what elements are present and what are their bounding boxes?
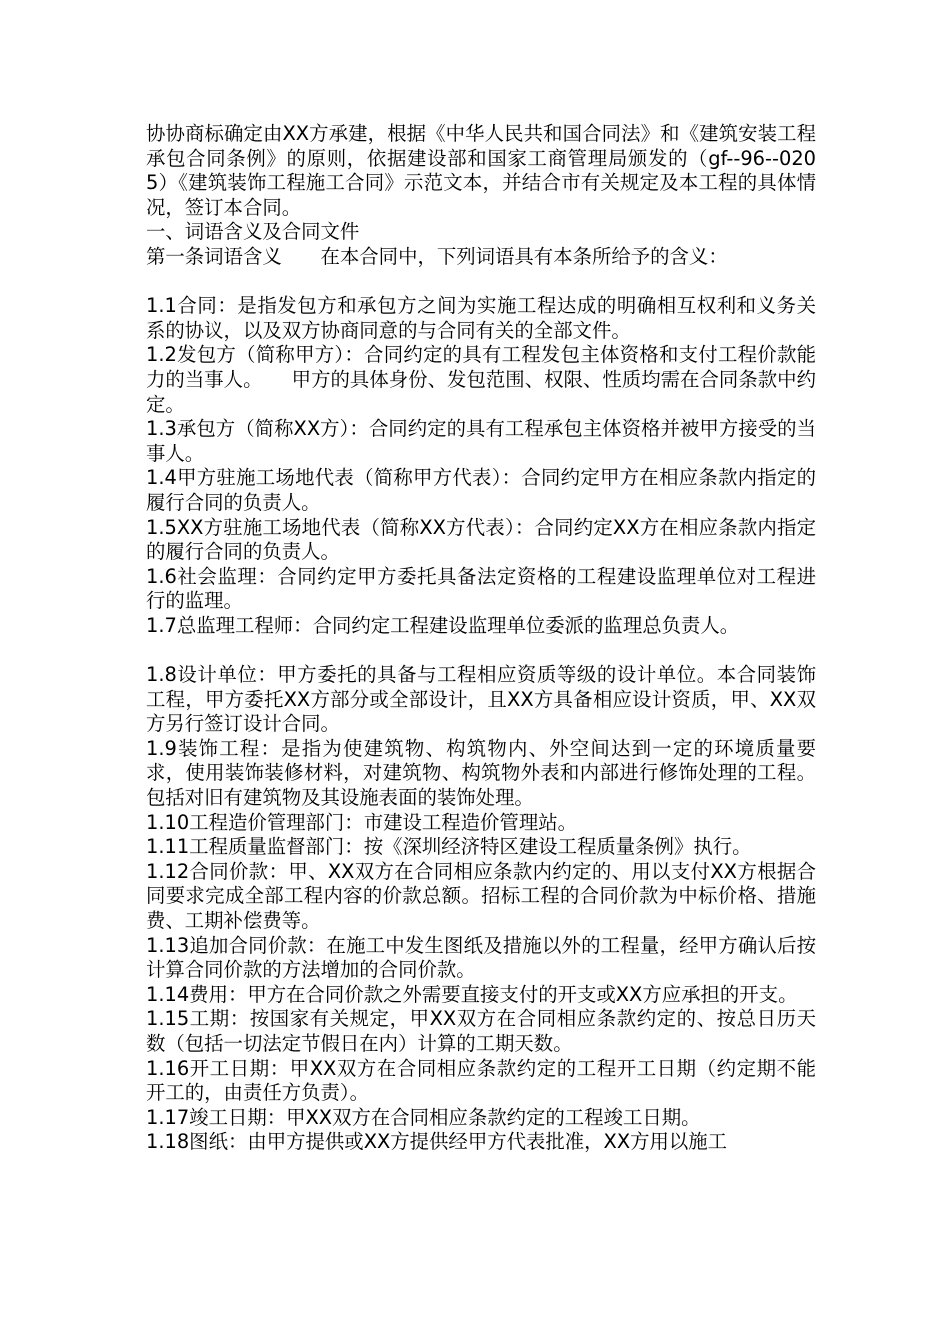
paragraph: 1.1合同：是指发包方和承包方之间为实施工程达成的明确相互权利和义务关系的协议，以及双方协商同意的与合同有关的全部文件。 <box>146 294 816 342</box>
blank-line <box>146 638 816 663</box>
paragraph: 一、词语含义及合同文件 <box>146 220 360 244</box>
paragraph: 1.11工程质量监督部门：按《深圳经济特区建设工程质量条例》执行。 <box>146 835 752 859</box>
paragraph: 1.14费用：甲方在合同价款之外需要直接支付的开支或XX方应承担的开支。 <box>146 982 798 1006</box>
paragraph: 1.8设计单位：甲方委托的具备与工程相应资质等级的设计单位。本合同装饰工程，甲方委托XX方部分或全部设计，且XX方具备相应设计资质，甲、XX双方另行签订设计合同。 <box>146 663 816 736</box>
paragraph: 1.6社会监理：合同约定甲方委托具备法定资格的工程建设监理单位对工程进行的监理。 <box>146 564 816 613</box>
paragraph: 1.4甲方驻施工场地代表（简称甲方代表）：合同约定甲方在相应条款内指定的履行合同的负责人。 <box>146 466 816 514</box>
paragraph: 1.2发包方（简称甲方）：合同约定的具有工程发包主体资格和支付工程价款能力的当事人。 甲方的具体身份、发包范围、权限、性质均需在合同条款中约定。 <box>146 343 816 416</box>
paragraph: 1.7总监理工程师：合同约定工程建设监理单位委派的监理总负责人。 <box>146 613 740 637</box>
paragraph: 1.13追加合同价款：在施工中发生图纸及措施以外的工程量，经甲方确认后按计算合同价款的方法增加的合同价款。 <box>146 933 816 982</box>
blank-line <box>146 270 816 295</box>
paragraph: 1.17竣工日期：甲XX双方在合同相应条款约定的工程竣工日期。 <box>146 1105 701 1129</box>
paragraph: 1.18图纸：由甲方提供或XX方提供经甲方代表批准，XX方用以施工 <box>146 1130 728 1154</box>
paragraph: 1.5XX方驻施工场地代表（简称XX方代表）：合同约定XX方在相应条款内指定的履行合同的负责人。 <box>146 515 816 564</box>
paragraph: 1.12合同价款：甲、XX双方在合同相应条款内约定的、用以支付XX方根据合同要求完成全部工程内容的价款总额。招标工程的合同价款为中标价格、措施费、工期补偿费等。 <box>146 859 816 932</box>
section-heading: 第一条词语含义 在本合同中，下列词语具有本条所给予的含义： <box>146 244 728 268</box>
paragraph: 协协商标确定由XX方承建，根据《中华人民共和国合同法》和《建筑安装工程承包合同条例》的原则，依据建设部和国家工商管理局颁发的（gf--96--0205）《建筑装饰工程施工合同》示范文本，并结合市有关规定及本工程的具体情况，签订本合同。 <box>146 122 816 219</box>
paragraph: 1.10工程造价管理部门：市建设工程造价管理站。 <box>146 810 577 834</box>
paragraph: 1.15工期：按国家有关规定，甲XX双方在合同相应条款约定的、按总日历天数（包括一切法定节假日在内）计算的工期天数。 <box>146 1007 816 1055</box>
paragraph: 1.16开工日期：甲XX双方在合同相应条款约定的工程开工日期（约定期不能开工的，由责任方负责）。 <box>146 1056 816 1105</box>
paragraph: 1.3承包方（简称XX方）：合同约定的具有工程承包主体资格并被甲方接受的当事人。 <box>146 417 816 465</box>
paragraph: 1.9装饰工程：是指为使建筑物、构筑物内、外空间达到一定的环境质量要求，使用装饰装修材料，对建筑物、构筑物外表和内部进行修饰处理的工程。包括对旧有建筑物及其设施表面的装饰处理。 <box>146 736 816 810</box>
document-body <box>146 122 816 1155</box>
